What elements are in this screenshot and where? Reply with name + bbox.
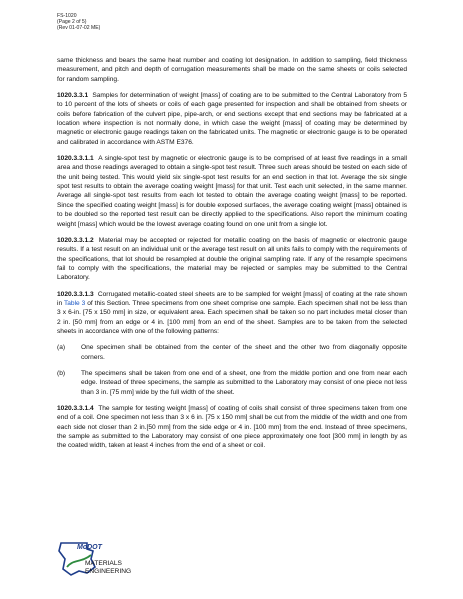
section-number: 1020.3.3.1.4 xyxy=(57,405,94,412)
logo-text: MoDOT xyxy=(77,544,102,551)
document-header xyxy=(57,13,100,32)
paragraph-1020-3-3-1-3 xyxy=(57,290,407,337)
footer xyxy=(57,537,207,582)
list-text: One specimen shall be obtained from the center of the sheet and the other two from diagonally opposite corners. xyxy=(81,344,407,361)
section-text: A single-spot test by magnetic or electronic gauge is to be comprised of at least five readings in a small area and those readings averaged to obtain a single-spot test result. Three such areas should be tested on each side of the unit being tested. This would yield six single-spot test results for an end section in that lot. Average the six single spot test results to obtain the average coating weight [mass] for that unit. Test each unit selected, in the same manner. Average all single-spot test results from each lot tested to obtain the average coating weight [mass] to be reported. Since the specified coating weight [mass] is for double exposed surfaces, the average coating weight [mass] obtained is to be doubled so the reported test result can be directly applied to the specifications. Also report the minimum coating weight [mass] which would be the lowest average coating found on one unit from a single lot. xyxy=(57,155,408,228)
list-text: The specimens shall be taken from one end of a sheet, one from the middle portion and one from near each edge. Instead of three specimens, the sample as submitted to the Laboratory may consist of one piece not less than 3 in. [75 mm] wide by the full width of the sheet. xyxy=(81,369,407,396)
table-3-link[interactable]: Table 3 xyxy=(63,299,86,307)
department-name: MATERIALS ENGINEERING xyxy=(85,560,132,576)
list-item-b xyxy=(57,369,407,397)
document-body xyxy=(57,56,407,458)
section-text: of this Section. Three specimens from one sheet comprise one sample. Each specimen shall not be less than 3 x 6-in. [75 x 150 mm] in size, or equivalent area. Each specimen shall be taken so no part includes metal closer than 2 in. [50 mm] from an edge or 4 in. [100 mm] from an end of the sheet. Samples are to be taken from the selected sheets in accordance with one of the following patterns: xyxy=(57,299,407,335)
section-number: 1020.3.3.1 xyxy=(57,92,89,100)
section-number: 1020.3.3.1.2 xyxy=(57,236,94,244)
section-text: Samples for determination of weight [mass] of coating are to be submitted to the Central Laboratory from 5 to 10 percent of the lots of sheets or coils of each gage presented for inspection and shall be obtained from sheets or coils before fabrication of the culvert pipe, pipe-arch, or end sections except that end sections may be fabricated at a location where inspection is not normally done, in which case the weight [mass] of coating may be determined by magnetic or electronic gauge readings taken on the fabricated units. The magnetic or electronic gauge is to be operated and calibrated in accordance with ASTM E376. xyxy=(57,92,407,146)
paragraph-1020-3-3-1-1 xyxy=(57,154,407,229)
paragraph-1020-3-3-1-2 xyxy=(57,236,407,283)
section-number: 1020.3.3.1.1 xyxy=(57,155,94,163)
list-marker: (a) xyxy=(57,344,66,352)
section-text: The sample for testing weight [mass] of coating of coils shall consist of three specimens taken from one end of a coil. One specimen not less than 3 x 6 in. [75 x 150 mm] shall be cut from the middle of the width and one from each side not closer than 2 in.[50 mm] from the side edge or 4 in. [100 mm] from the end. Instead of three specimens, the sample as submitted to the Laboratory may consist of one piece approximately one foot [300 mm] in length by as the coated width, taken at least 4 inches from the end of a sheet or coil. xyxy=(57,405,408,450)
section-text: Corrugated metallic-coated steel sheets are to be sampled for weight [mass] of coating at the rate shown in xyxy=(57,290,407,307)
paragraph-continued: same thickness and bears the same heat number and coating lot designation. In addition to sampling, field thickness measurement, and pitch and depth of corrugation measurements shall be made on the same sheets or coils selected for random sampling. xyxy=(57,57,407,83)
paragraph-1020-3-3-1-4 xyxy=(57,404,407,451)
paragraph-1020-3-3-1 xyxy=(57,91,407,147)
section-text: Material may be accepted or rejected for metallic coating on the basis of magnetic or electronic gauge results. If a test result on an individual unit or the average test result on all units fails to comply with the requirements of the specifications, that lot should be resampled at double the original sampling rate. If any of the resample specimens fail to comply with the specifications, the material may be rejected or samples may be submitted to the Central Laboratory. xyxy=(57,236,407,282)
list-marker: (b) xyxy=(57,369,66,377)
page-label: (Page 2 of 5) xyxy=(57,19,87,26)
section-number: 1020.3.3.1.3 xyxy=(57,290,94,298)
list-item-a xyxy=(57,343,407,362)
revision-label: (Rev 01-07-02 ME) xyxy=(57,25,101,32)
doc-id: FS-1020 xyxy=(57,13,77,19)
